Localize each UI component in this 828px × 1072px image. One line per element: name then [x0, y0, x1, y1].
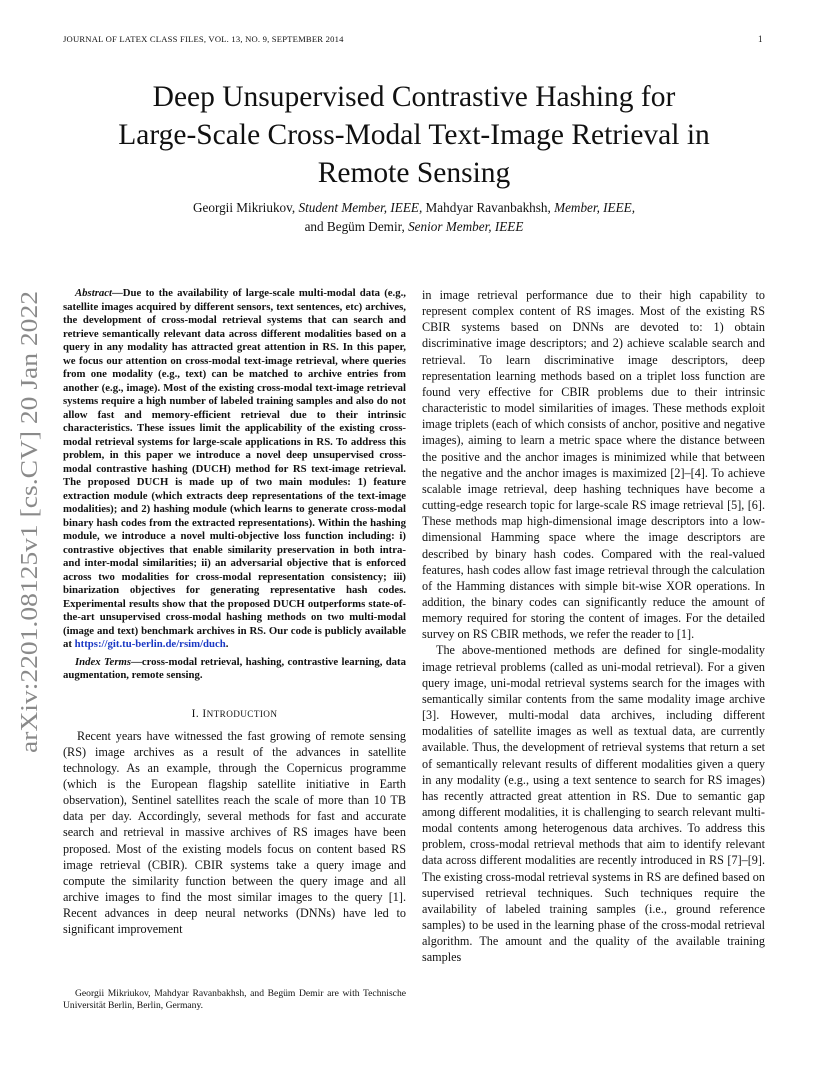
arxiv-sidebar-svg: [6, 291, 46, 756]
title-line: Remote Sensing: [317, 157, 511, 189]
right-column: [422, 287, 765, 966]
arxiv-identifier: arXiv:2201.08125v1 [cs.CV] 20 Jan 2022: [17, 350, 43, 753]
author-line: [80, 217, 748, 236]
abstract-text: —Due to the availability of large-scale multi-modal data (e.g., satellite images acquired by different sensors, text sentences, etc) archives, the development of cross-modal retrieval systems that can search and retrieve semantically relevant data across different modalities based on a query in any modality has attracted great attention in RS. In this paper, we focus our attention on cross-modal text-image retrieval, where queries from one modality (e.g., text) can be matched to archive entries from another (e.g., image). Most of the existing cross-modal text-image retrieval systems require a high number of labeled training samples and also do not allow fast and memory-efficient retrieval due to their intrinsic characteristics. These issues limit the applicability of the existing cross-modal retrieval systems for large-scale applications in RS. To address this problem, in this paper we introduce a novel deep unsupervised cross-modal contrastive hashing (DUCH) method for RS text-image retrieval. The proposed DUCH is made up of two main modules: 1) feature extraction module (which extracts deep representations of the text-image modalities); and 2) hashing module (which learns to generate cross-modal binary hash codes from the extracted representations). Within the hashing module, we introduce a novel multi-objective loss function including: i) contrastive objectives that enable similarity preservation in both intra- and inter-modal similarities; ii) an adversarial objective that is enforced across two modalities for cross-modal representation consistency; iii) binarization objectives for generating representative hash codes. Experimental results show that the proposed DUCH outperforms state-of-the-art unsupervised cross-modal hashing methods on two multi-modal (image and text) benchmark archives in RS. Our code is publicly available at: [63, 287, 406, 650]
intro-paragraph-1: Recent years have witnessed the fast growing of remote sensing (RS) image archives as a result of the advances in satellite technology. As an example, through the Copernicus programme (which is the European flagship satellite initiative in Earth observation), Sentinel satellites reach the scale of more than 10 TB data per day. Accordingly, several methods for fast and accurate search and retrieval in massive archives of RS images have been proposed. Most of the existing models focus on content based RS image retrieval (CBIR). CBIR systems take a query image and compute the similarity function between the query image and all archive images to find the most similar images to the query [1]. Recent advances in deep neural networks (DNNs) have led to significant improvement: [63, 728, 406, 937]
index-terms-label: Index Terms: [75, 655, 132, 668]
affiliation-footnote: Georgii Mikriukov, Mahdyar Ravanbakhsh, and Begüm Demir are with Technische Universität Berlin, Berlin, Germany.: [63, 988, 406, 1011]
paper-title: [40, 78, 788, 192]
index-terms: [63, 656, 406, 683]
abstract-label: Abstract: [75, 287, 113, 299]
author-name: and Begüm Demir,: [304, 219, 409, 234]
author-name: Mahdyar Ravanbakhsh,: [422, 200, 555, 215]
author-role: Member, IEEE,: [554, 200, 636, 215]
arxiv-sidebar: [6, 291, 46, 756]
author-role: Senior Member, IEEE: [408, 219, 524, 234]
left-column: [63, 287, 406, 938]
author-role: Student Member, IEEE,: [298, 200, 423, 215]
abstract: [63, 287, 406, 652]
title-line: Large-Scale Cross-Modal Text-Image Retrieval in: [118, 119, 710, 151]
page-number: 1: [758, 34, 763, 44]
author-list: [80, 198, 748, 236]
code-link[interactable]: https://git.tu-berlin.de/rsim/duch: [74, 638, 226, 650]
title-line: Deep Unsupervised Contrastive Hashing for: [152, 81, 676, 113]
author-name: Georgii Mikriukov,: [192, 200, 299, 215]
intro-paragraph-2: The above-mentioned methods are defined for single-modality image retrieval problems (called as uni-modal retrieval). For a given query image, uni-modal retrieval systems search for the images with semantically similar contents from the same modality image archive [3]. However, multi-modal data archives, including different modalities of satellite images as well as textual data, are currently available. Thus, the development of retrieval systems that return a set of semantically relevant results of different modalities given a query in any modality (e.g., using a text sentence to search for RS images) has recently attracted great attention in RS. Due to semantic gap among different modalities, it is challenging to search relevant multi-modal contents among heterogenous data archives. To address this problem, cross-modal retrieval methods that aim to identify relevant data across different modalities are recently introduced in RS [7]–[9]. The existing cross-modal retrieval systems in RS are defined based on supervised retrieval techniques. Such techniques require the availability of labeled training samples (i.e., ground reference samples) to be used in the learning phase of the cross-modal retrieval algorithm. The amount and the quality of the available training samples: [422, 643, 765, 965]
section-heading: I. INTRODUCTION: [191, 707, 278, 720]
running-head: JOURNAL OF LATEX CLASS FILES, VOL. 13, NO. 9, SEPTEMBER 2014: [63, 34, 344, 44]
intro-paragraph-1-continued: in image retrieval performance due to their high capability to represent complex content of RS images. Most of the existing RS CBIR systems based on DNNs are devoted to: 1) obtain discriminative image descriptors; and 2) achieve scalable search and retrieval. To learn discriminative image descriptors, deep representation learning methods based on a triplet loss function are found very effective for CBIR problems due to their intrinsic characteristic to model similarities of images. These methods exploit image triplets (each of which consists of anchor, positive and negative images), aiming to learn a metric space where the distance between the positive and the anchor images is minimized while that between the negative and the anchor images is maximized [2]–[4]. To achieve scalable image retrieval, deep hashing techniques have become a cutting-edge research topic for large-scale RS image retrieval [5], [6]. These methods map high-dimensional image descriptors into a low-dimensional Hamming space where the image descriptors are described by binary hash codes. Compared with the real-valued features, hash codes allow fast image retrieval through the calculation of the Hamming distances with simple bit-wise XOR operations. In addition, the binary codes can significantly reduce the amount of memory required for storing the content of images. For the detailed survey on RS CBIR methods, we refer the reader to [1].: [422, 288, 765, 642]
abstract-end: .: [225, 638, 229, 650]
index-terms-text: —cross-modal retrieval, hashing, contrastive learning, data augmentation, remote sensing.: [63, 655, 407, 681]
author-line: [80, 198, 748, 217]
